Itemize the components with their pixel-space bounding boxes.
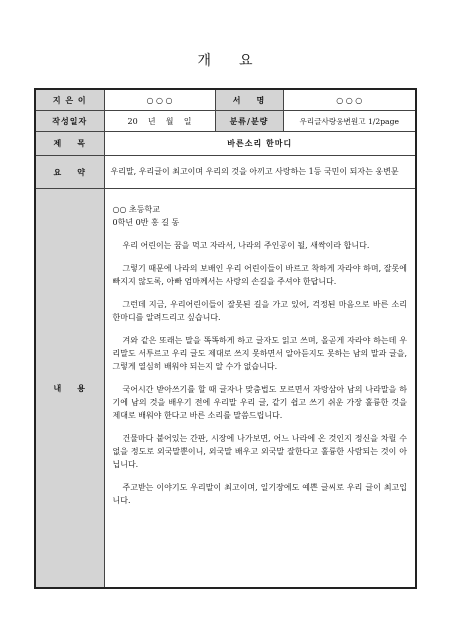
content-paragraph-3: 그런데 지금, 우리어린이들이 잘못된 길을 가고 있어, 걱정된 마음으로 바른 소리 한마디를 알려드리고 싶습니다. — [112, 300, 407, 322]
content-paragraph-4: 겨와 같은 또래는 말을 똑똑하게 하고 글자도 읽고 쓰며, 올곧게 자라야 하는데 우리말도 서투르고 우리 글도 제대로 쓰지 못하면서 알아듣지도 못하는 남의 말과 글을, 그렇게 열심히 배워야 되는지 알 수가 없습니다. — [112, 336, 407, 371]
document-title-char-2: 요 — [239, 53, 253, 69]
author-label: 지 은 이 — [35, 89, 104, 111]
signature-value: ○ ○ ○ — [283, 89, 416, 111]
subject-value: 바른소리 한마디 — [104, 132, 416, 156]
content-label: 내 용 — [35, 189, 104, 589]
date-label: 작성일자 — [35, 111, 104, 132]
content-row — [35, 189, 416, 589]
author-value: ○ ○ ○ — [104, 89, 215, 111]
school-name: ○○ 초등학교 — [112, 205, 160, 214]
summary-label: 요 약 — [35, 156, 104, 189]
date-row — [35, 111, 416, 132]
category-value: 우리글사랑웅변원고 1/2page — [283, 111, 416, 132]
content-body — [104, 189, 416, 589]
author-row — [35, 89, 416, 111]
content-paragraph-1: 우리 어린이는 꿈을 먹고 자라서, 나라의 주인공이 될, 새싹이라 합니다. — [122, 241, 370, 250]
category-label: 분류/분량 — [215, 111, 283, 132]
signature-label: 서 명 — [215, 89, 283, 111]
overview-form-table — [34, 88, 417, 589]
summary-value: 우리말, 우리글이 최고이며 우리의 것을 아끼고 사랑하는 1등 국민이 되자는 웅변문 — [104, 156, 416, 189]
content-paragraph-7: 주고받는 이야기도 우리말이 최고이며, 일기장에도 예쁜 글씨로 우리 글이 최고입니다. — [112, 483, 407, 505]
content-paragraph-5: 국어시간 받아쓰기를 할 때 글자나 맞춤법도 모르면서 자랑삼아 남의 나라말을 하기에 남의 것을 배우기 전에 우리말 우리 글, 같기 쉽고 쓰기 쉬운 가장 훌륭한 것을 제대로 배워야 한다고 바른 소리를 말씀드립니다. — [112, 385, 407, 420]
document-title — [0, 50, 450, 70]
subject-row — [35, 132, 416, 156]
subject-label: 제 목 — [35, 132, 104, 156]
content-paragraph-2: 그렇기 때문에 나라의 보배인 우리 어린이들이 바르고 착하게 자라야 하며, 잘못에 빠지지 않도록, 아빠 엄마께서는 사랑의 손길을 주셔야 한답니다. — [112, 264, 407, 286]
content-paragraph-6: 건물마다 붙어있는 간판, 시장에 나가보면, 어느 나라에 온 것인지 정신을 차릴 수 없을 정도로 외국말뿐이니, 외국말 배우고 외국말 잘한다고 훌륭한 사람되는 것이 아닙니다. — [112, 434, 407, 469]
summary-row — [35, 156, 416, 189]
student-name: 0학년 0반 홍 길 동 — [112, 218, 180, 227]
date-value: 20 년 월 일 — [104, 111, 215, 132]
document-title-char-1: 개 — [197, 53, 211, 69]
